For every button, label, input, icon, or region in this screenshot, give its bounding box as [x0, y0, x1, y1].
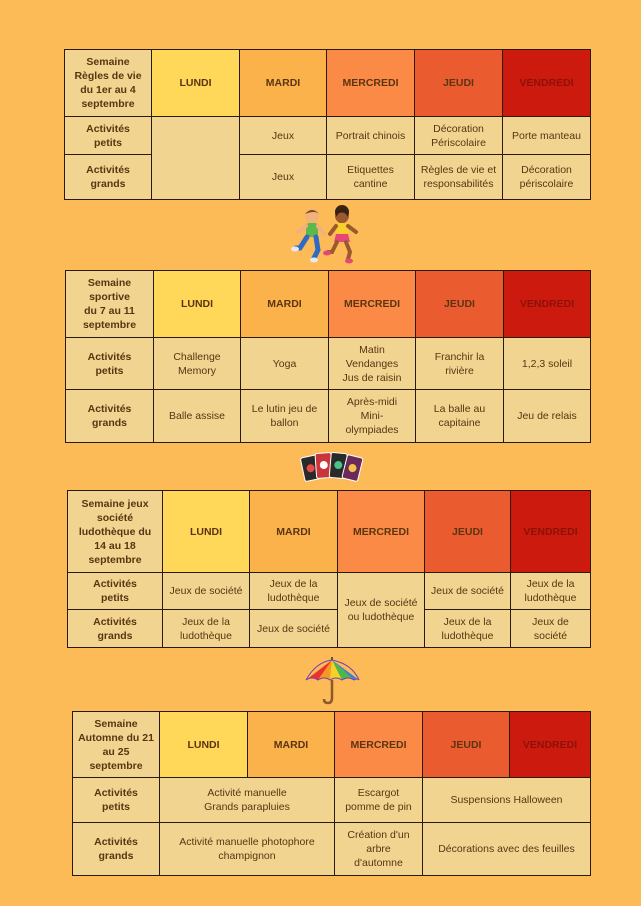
cell-merged: Jeux de société ou ludothèque: [338, 573, 425, 648]
week3-table: [67, 490, 591, 648]
row-petits: Activités petits: [65, 117, 152, 155]
day-mardi: MARDI: [240, 50, 327, 117]
row-petits: Activités petits: [68, 573, 163, 610]
cell: Franchir la rivière: [416, 338, 504, 390]
row-petits: Activités petits: [73, 778, 160, 823]
day-mardi: MARDI: [248, 712, 335, 778]
row-grands: Activités grands: [66, 390, 154, 443]
cell: Jeux de la ludothèque: [250, 573, 338, 610]
cell: Jeux de la ludothèque: [163, 610, 250, 648]
cell: Décoration Périscolaire: [415, 117, 503, 155]
cell: Jeux de société: [425, 573, 511, 610]
cell: Matin Vendanges Jus de raisin: [329, 338, 416, 390]
cell: Jeux de société: [163, 573, 250, 610]
cell: Après-midi Mini- olympiades: [329, 390, 416, 443]
cell: Jeu de relais: [504, 390, 591, 443]
week1-table: [64, 49, 591, 200]
cell: Jeux de société: [511, 610, 591, 648]
cell: Jeux de la ludothèque: [511, 573, 591, 610]
day-vendredi: VENDREDI: [510, 712, 591, 778]
day-mardi: MARDI: [241, 271, 329, 338]
cell: Balle assise: [154, 390, 241, 443]
row-petits: Activités petits: [66, 338, 154, 390]
cell-merged: Activité manuelle photophore champignon: [160, 823, 335, 876]
day-mardi: MARDI: [250, 491, 338, 573]
umbrella-icon: [302, 654, 362, 706]
week4-table: [72, 711, 591, 876]
week4-title: Semaine Automne du 21 au 25 septembre: [73, 712, 160, 778]
week2-title: Semaine sportive du 7 au 11 septembre: [66, 271, 154, 338]
cell: Portrait chinois: [327, 117, 415, 155]
cell-merged: Décorations avec des feuilles: [423, 823, 591, 876]
cell: Jeux: [240, 155, 327, 200]
day-lundi: LUNDI: [160, 712, 248, 778]
cell: Jeux: [240, 117, 327, 155]
day-jeudi: JEUDI: [415, 50, 503, 117]
week1-title: Semaine Règles de vie du 1er au 4 septembre: [65, 50, 152, 117]
day-vendredi: VENDREDI: [504, 271, 591, 338]
day-lundi: LUNDI: [163, 491, 250, 573]
row-grands: Activités grands: [65, 155, 152, 200]
cell: Yoga: [241, 338, 329, 390]
cell: Décoration périscolaire: [503, 155, 591, 200]
cell: Le lutin jeu de ballon: [241, 390, 329, 443]
day-mercredi: MERCREDI: [335, 712, 423, 778]
cell: Jeux de la ludothèque: [425, 610, 511, 648]
cell: La balle au capitaine: [416, 390, 504, 443]
cell: Jeux de société: [250, 610, 338, 648]
week3-title: Semaine jeux société ludothèque du 14 au 18 septembre: [68, 491, 163, 573]
day-jeudi: JEUDI: [416, 271, 504, 338]
running-children-icon: [290, 204, 366, 266]
day-mercredi: MERCREDI: [327, 50, 415, 117]
row-grands: Activités grands: [73, 823, 160, 876]
day-vendredi: VENDREDI: [503, 50, 591, 117]
cell: Challenge Memory: [154, 338, 241, 390]
empty-cell: [152, 117, 240, 200]
day-vendredi: VENDREDI: [511, 491, 591, 573]
cell: Création d'un arbre d'automne: [335, 823, 423, 876]
playing-cards-icon: [300, 448, 364, 488]
cell: Etiquettes cantine: [327, 155, 415, 200]
day-mercredi: MERCREDI: [338, 491, 425, 573]
cell-merged: Activité manuelle Grands parapluies: [160, 778, 335, 823]
row-grands: Activités grands: [68, 610, 163, 648]
day-lundi: LUNDI: [152, 50, 240, 117]
day-mercredi: MERCREDI: [329, 271, 416, 338]
cell: Porte manteau: [503, 117, 591, 155]
day-jeudi: JEUDI: [423, 712, 510, 778]
cell: 1,2,3 soleil: [504, 338, 591, 390]
cell: Règles de vie et responsabilités: [415, 155, 503, 200]
week2-table: [65, 270, 591, 443]
day-lundi: LUNDI: [154, 271, 241, 338]
cell: Escargot pomme de pin: [335, 778, 423, 823]
cell-merged: Suspensions Halloween: [423, 778, 591, 823]
day-jeudi: JEUDI: [425, 491, 511, 573]
